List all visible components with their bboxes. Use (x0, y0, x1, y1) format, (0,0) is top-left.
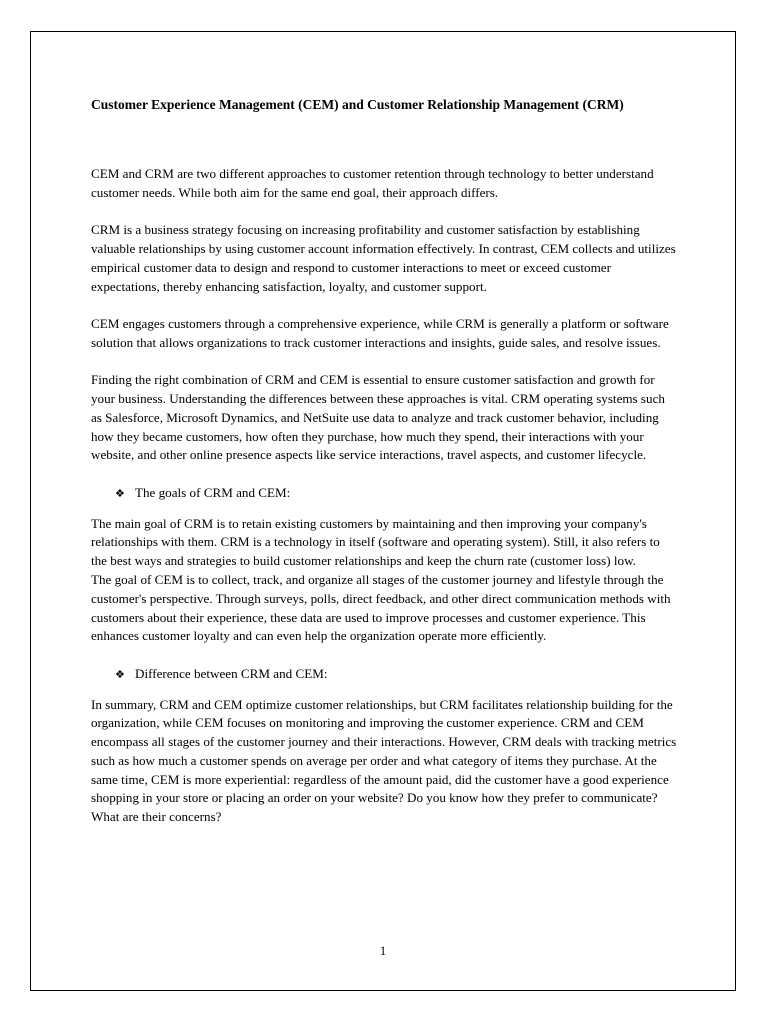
page-number: 1 (379, 943, 387, 958)
goals-heading (91, 484, 679, 504)
diamond-bullet-icon: ❖ (115, 667, 125, 681)
document-body (91, 95, 679, 846)
cem-definition-paragraph: CEM engages customers through a comprehensive experience, while CRM is generally a platform or software solution that allows organizations to track customer interactions and insights, guide sales, and resolve issues. (91, 315, 669, 350)
document-page (30, 31, 736, 991)
difference-heading (91, 665, 679, 685)
document-title: Customer Experience Management (CEM) and Customer Relationship Management (CRM) (91, 97, 624, 112)
difference-heading-text: Difference between CRM and CEM: (135, 665, 328, 681)
diamond-bullet-icon: ❖ (115, 486, 125, 500)
combination-paragraph: Finding the right combination of CRM and CEM is essential to ensure customer satisfaction and growth for your business. Understanding the differences between these approaches is vital. CRM operating systems such as Salesforce, Microsoft Dynamics, and NetSuite use data to analyze and track customer behavior, including how they became customers, how often they purchase, how much they spend, their interactions with your website, and other online presence aspects like service interactions, travel aspects, and customer lifecycle. (91, 372, 665, 463)
cem-goal-paragraph: The goal of CEM is to collect, track, and organize all stages of the customer journey and lifestyle through the customer's perspective. Through surveys, polls, direct feedback, and other direct communication methods with customers about their experience, these data are used to improve processes and customer experience. This enhances customer loyalty and can even help the organization operate more efficiently. (91, 571, 671, 644)
crm-goal-paragraph: The main goal of CRM is to retain existing customers by maintaining and then improving your company's relationships with them. CRM is a technology in itself (software and operating system). Still, it also refers to the best ways and strategies to build customer relationships and keep the churn rate (customer loss) low. (91, 515, 660, 569)
crm-definition-paragraph: CRM is a business strategy focusing on increasing profitability and customer satisfaction by establishing valuable relationships by using customer account information effectively. In contrast, CEM collects and utilizes empirical customer data to design and respond to customer interactions to meet or exceed customer expectations, thereby enhancing satisfaction, loyalty, and customer support. (91, 222, 676, 294)
summary-paragraph: In summary, CRM and CEM optimize customer relationships, but CRM facilitates relationship building for the organization, while CEM focuses on monitoring and improving the customer experience. CRM and CEM encompass all stages of the customer journey and their interactions. However, CRM deals with tracking metrics such as how much a customer spends on average per order and what category of items they purchase. At the same time, CEM is more experiential: regardless of the amount paid, did the customer have a good experience shopping in your store or placing an order on your website? Do you know how they prefer to communicate? What are their concerns? (91, 696, 677, 825)
goals-heading-text: The goals of CRM and CEM: (135, 484, 291, 500)
intro-paragraph: CEM and CRM are two different approaches to customer retention through technology to better understand customer needs. While both aim for the same end goal, their approach differs. (91, 166, 654, 200)
